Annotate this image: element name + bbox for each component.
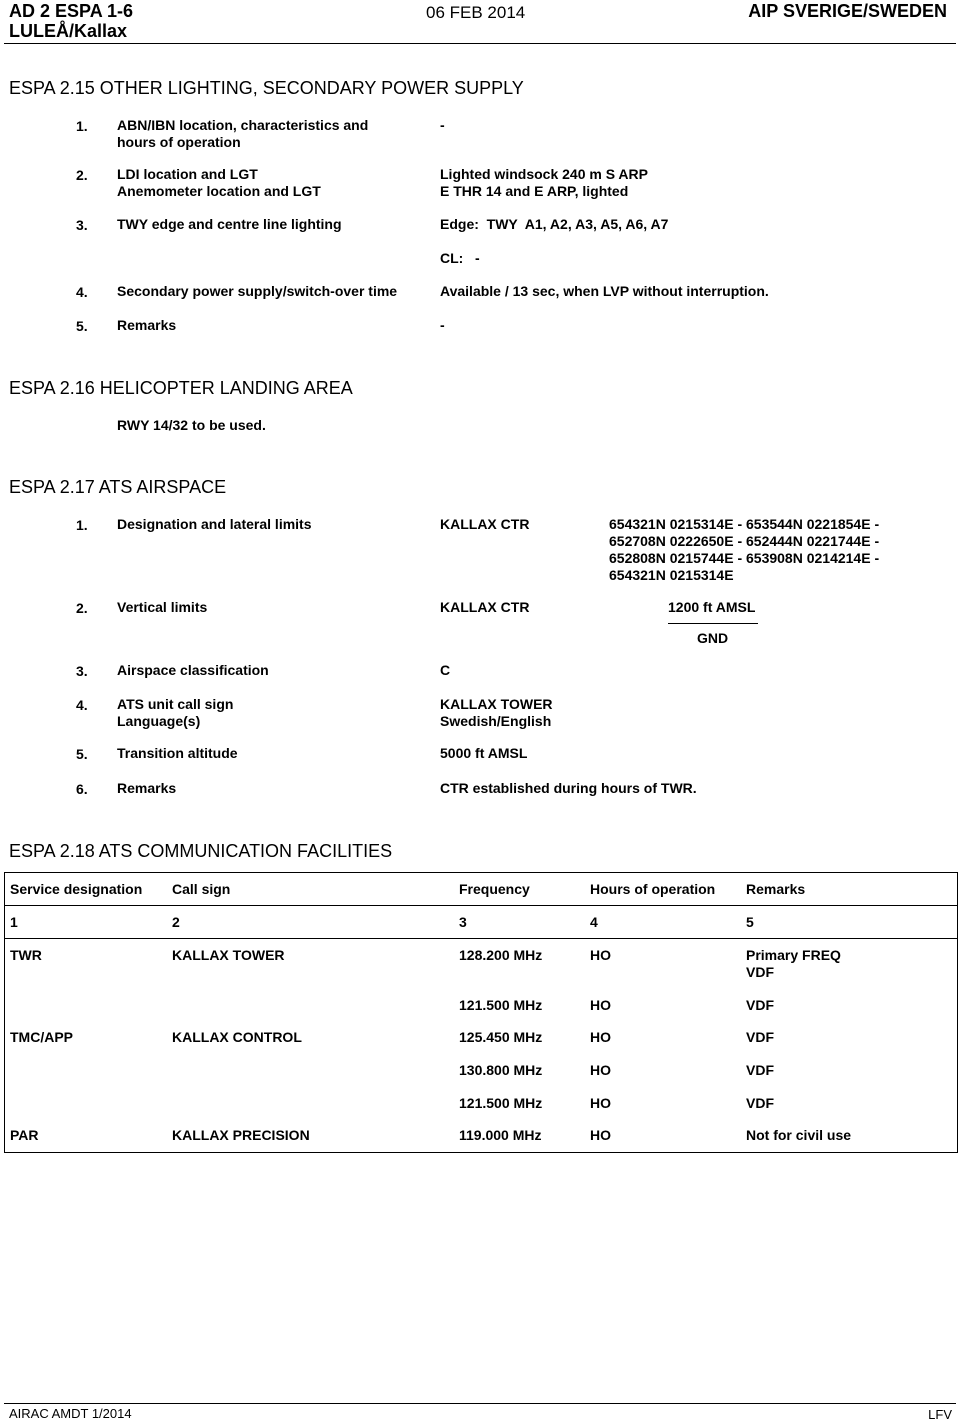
item-label: LDI location and LGT Anemometer location and LGT	[117, 166, 321, 199]
section-2-15-title: ESPA 2.15 OTHER LIGHTING, SECONDARY POWER SUPPLY	[9, 78, 524, 98]
item-label: ABN/IBN location, characteristics and hours of operation	[117, 117, 369, 150]
item-number: 5.	[76, 746, 88, 762]
item-label: Remarks	[117, 780, 177, 796]
item-label: Remarks	[117, 317, 177, 333]
table-cell-remarks: VDF	[746, 1095, 774, 1111]
table-border-left	[4, 872, 5, 1153]
table-cell-remarks: VDF	[746, 997, 774, 1013]
column-number: 4	[590, 914, 598, 930]
table-cell-frequency: 121.500 MHz	[459, 1095, 543, 1111]
table-cell-frequency: 130.800 MHz	[459, 1062, 543, 1078]
lateral-limits-coordinates: 654321N 0215314E - 653544N 0221854E - 652708N 0222650E - 652444N 0221744E - 652808N 0215744E - 653908N 0214214E - 654321N 0215314E	[609, 516, 880, 583]
item-label: Airspace classification	[117, 662, 269, 678]
item-value: -	[440, 117, 445, 133]
table-border-top	[4, 872, 957, 873]
table-border-right	[957, 872, 958, 1153]
column-header-service: Service designation	[10, 881, 143, 897]
column-header-frequency: Frequency	[459, 881, 530, 897]
amendment-id: AIRAC AMDT 1/2014	[9, 1406, 132, 1421]
table-cell-callsign: KALLAX PRECISION	[172, 1127, 310, 1143]
item-label: Secondary power supply/switch-over time	[117, 283, 398, 299]
table-cell-callsign: KALLAX TOWER	[172, 947, 285, 963]
item-value: CL: -	[440, 250, 480, 266]
item-number: 5.	[76, 318, 88, 334]
item-value: Available / 13 sec, when LVP without interruption.	[440, 283, 769, 299]
item-number: 6.	[76, 781, 88, 797]
aerodrome-name: LULEÅ/Kallax	[9, 21, 128, 41]
table-cell-hours: HO	[590, 1095, 611, 1111]
table-cell-callsign: KALLAX CONTROL	[172, 1029, 302, 1045]
item-number: 4.	[76, 697, 88, 713]
item-value: 5000 ft AMSL	[440, 745, 528, 761]
item-number: 1.	[76, 118, 88, 134]
publication-date: 06 FEB 2014	[426, 3, 526, 22]
fraction-line	[668, 623, 758, 624]
table-border-bottom	[4, 1152, 957, 1153]
item-value: CTR established during hours of TWR.	[440, 780, 697, 796]
table-cell-frequency: 121.500 MHz	[459, 997, 543, 1013]
header-rule	[4, 43, 956, 44]
item-value: KALLAX TOWER Swedish/English	[440, 696, 553, 729]
table-cell-frequency: 119.000 MHz	[459, 1127, 542, 1143]
column-header-remarks: Remarks	[746, 881, 806, 897]
item-value: KALLAX CTR	[440, 516, 530, 532]
table-cell-remarks: VDF	[746, 1029, 774, 1045]
helicopter-area-text: RWY 14/32 to be used.	[117, 417, 266, 433]
table-cell-service: TWR	[10, 947, 42, 963]
table-cell-hours: HO	[590, 997, 611, 1013]
vertical-upper-limit: 1200 ft AMSL	[668, 599, 756, 615]
item-value: C	[440, 662, 451, 678]
table-cell-frequency: 128.200 MHz	[459, 947, 543, 963]
column-header-callsign: Call sign	[172, 881, 231, 897]
vertical-lower-limit: GND	[697, 630, 729, 646]
table-header-rule	[4, 905, 957, 906]
publisher: LFV	[928, 1407, 952, 1422]
item-number: 3.	[76, 663, 88, 679]
table-numbers-rule	[4, 938, 957, 939]
item-number: 1.	[76, 517, 88, 533]
table-cell-remarks: Primary FREQ VDF	[746, 947, 841, 980]
table-cell-hours: HO	[590, 947, 611, 963]
item-label: TWY edge and centre line lighting	[117, 216, 342, 232]
item-value: Edge: TWY A1, A2, A3, A5, A6, A7	[440, 216, 669, 232]
item-label: Designation and lateral limits	[117, 516, 312, 532]
table-cell-hours: HO	[590, 1062, 611, 1078]
item-label: Transition altitude	[117, 745, 238, 761]
item-label: ATS unit call sign Language(s)	[117, 696, 234, 729]
column-number: 1	[10, 914, 18, 930]
column-number: 5	[746, 914, 754, 930]
item-value: KALLAX CTR	[440, 599, 530, 615]
table-cell-remarks: Not for civil use	[746, 1127, 852, 1143]
section-2-18-title: ESPA 2.18 ATS COMMUNICATION FACILITIES	[9, 841, 393, 861]
item-value: Lighted windsock 240 m S ARP E THR 14 and E ARP, lighted	[440, 166, 648, 199]
table-cell-hours: HO	[590, 1029, 611, 1045]
section-2-17-title: ESPA 2.17 ATS AIRSPACE	[9, 477, 227, 497]
table-cell-remarks: VDF	[746, 1062, 774, 1078]
footer-rule	[4, 1403, 956, 1404]
item-number: 4.	[76, 284, 88, 300]
item-number: 3.	[76, 217, 88, 233]
table-cell-service: PAR	[10, 1127, 39, 1143]
table-cell-hours: HO	[590, 1127, 611, 1143]
table-cell-frequency: 125.450 MHz	[459, 1029, 543, 1045]
page-id: AD 2 ESPA 1-6	[9, 1, 134, 21]
item-number: 2.	[76, 600, 88, 616]
section-2-16-title: ESPA 2.16 HELICOPTER LANDING AREA	[9, 378, 353, 398]
item-value: -	[440, 317, 445, 333]
item-label: Vertical limits	[117, 599, 208, 615]
item-number: 2.	[76, 167, 88, 183]
column-number: 3	[459, 914, 467, 930]
table-cell-service: TMC/APP	[10, 1029, 73, 1045]
publication-title: AIP SVERIGE/SWEDEN	[748, 1, 947, 21]
column-number: 2	[172, 914, 180, 930]
column-header-hours: Hours of operation	[590, 881, 716, 897]
